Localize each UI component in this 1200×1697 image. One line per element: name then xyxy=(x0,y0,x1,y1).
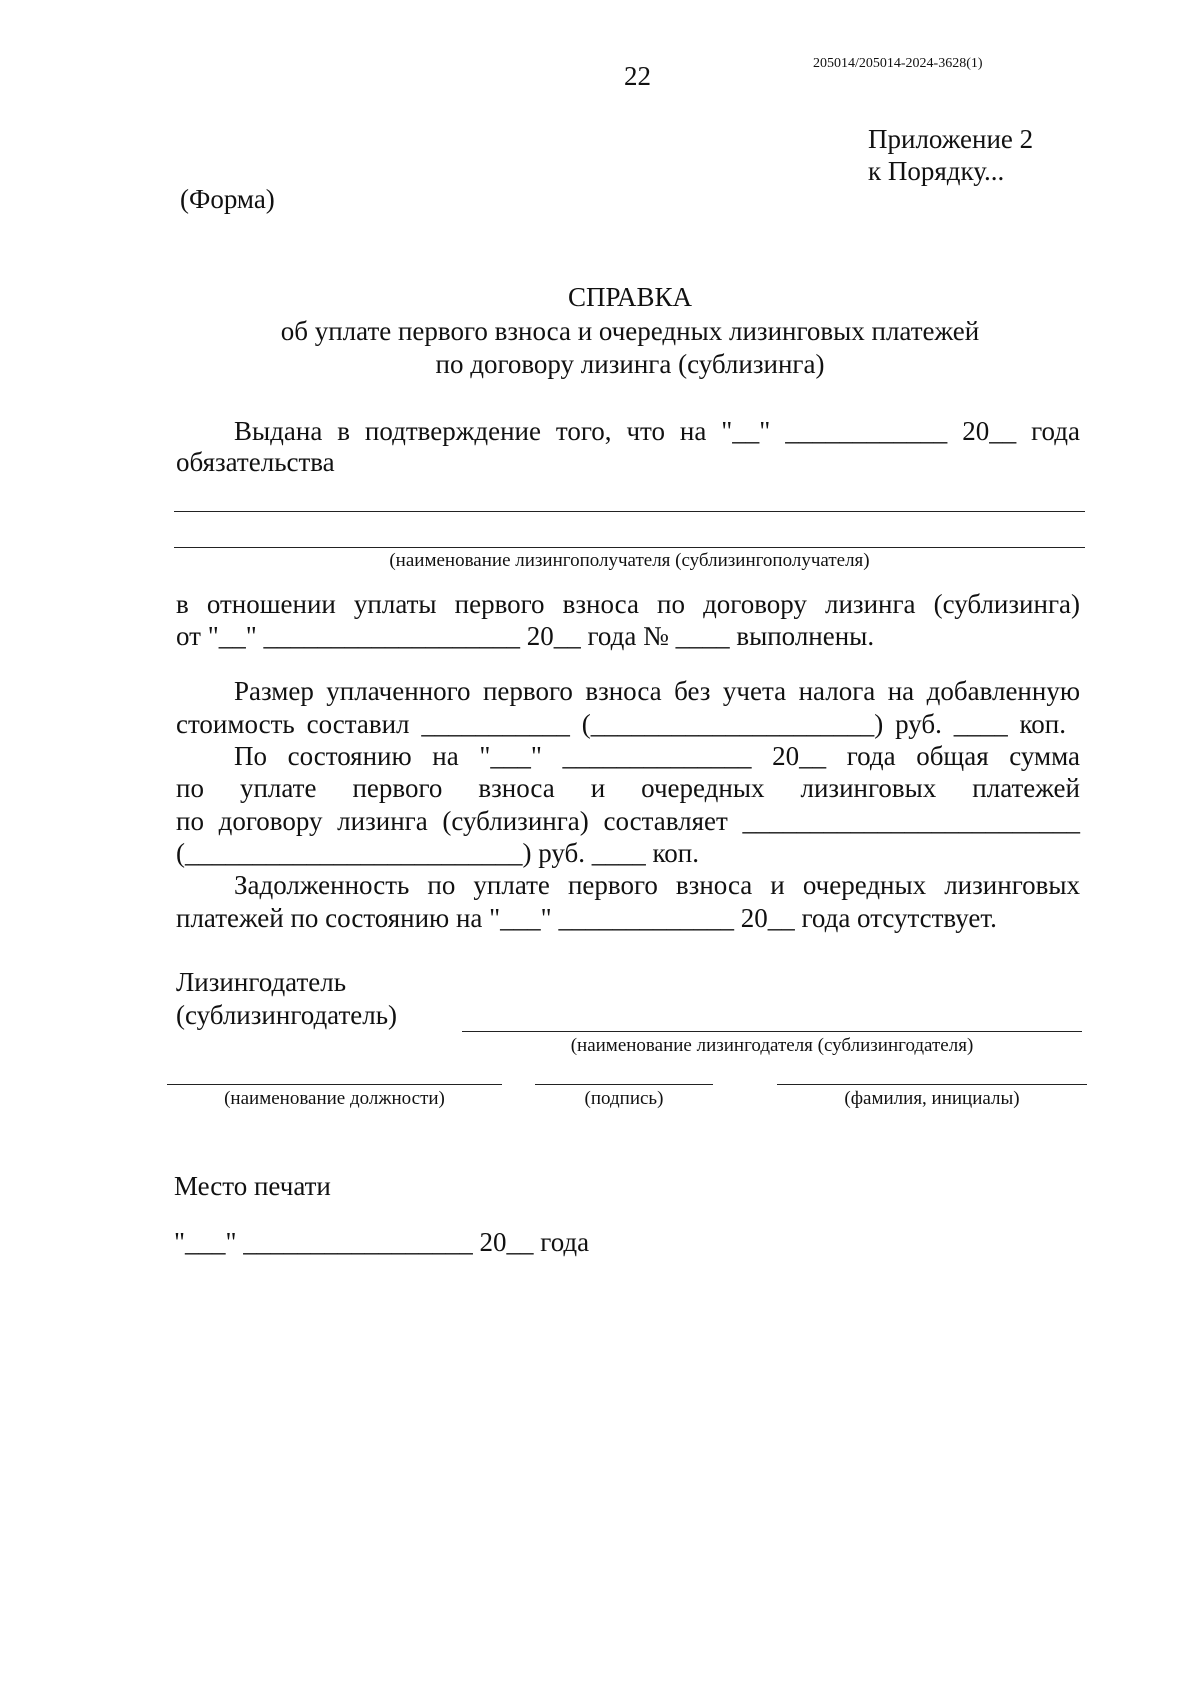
signature-line xyxy=(535,1084,713,1085)
full-name-caption: (фамилия, инициалы) xyxy=(844,1088,1020,1109)
appendix-label: Приложение 2 xyxy=(868,124,1034,154)
total-amount-description: по уплате первого взноса и очередных лизинговых платежей xyxy=(176,773,1080,803)
form-label: (Форма) xyxy=(180,184,275,214)
total-amount-date-line: По состоянию на "___" ______________ 20__ года общая сумма xyxy=(234,741,1080,771)
total-amount-value: (_________________________) руб. ____ коп. xyxy=(176,838,699,868)
contract-date-line: от "__" ___________________ 20__ года № ____ выполнены. xyxy=(176,621,875,651)
debt-statement-line: Задолженность по уплате первого взноса и очередных лизинговых xyxy=(234,870,1080,900)
issued-statement-line: Выдана в подтверждение того, что на "__" ____________ 20__ года xyxy=(234,416,1080,446)
lessee-name-line-1 xyxy=(174,511,1085,512)
issue-date-line: "___" _________________ 20__ года xyxy=(174,1227,590,1257)
document-code: 205014/205014-2024-3628(1) xyxy=(813,56,983,71)
signature-caption: (подпись) xyxy=(584,1088,664,1109)
lessee-name-line-2 xyxy=(174,547,1085,548)
first-payment-line: в отношении уплаты первого взноса по договору лизинга (сублизинга) xyxy=(176,589,1080,619)
lessor-name-caption: (наименование лизингодателя (сублизингодателя) xyxy=(570,1035,974,1056)
lessee-name-caption: (наименование лизингополучателя (сублизингополучателя) xyxy=(389,550,870,571)
stamp-place-label: Место печати xyxy=(174,1171,331,1201)
full-name-line xyxy=(777,1084,1087,1085)
position-caption: (наименование должности) xyxy=(224,1088,445,1109)
first-payment-amount-value: стоимость составил ___________ (_____________________) руб. ____ коп. xyxy=(176,709,1066,739)
page-number: 22 xyxy=(624,61,651,91)
position-line xyxy=(167,1084,502,1085)
obligations-label: обязательства xyxy=(176,447,335,477)
lessor-name-line xyxy=(462,1031,1082,1032)
document-title: СПРАВКА xyxy=(567,282,693,312)
sublessor-label: (сублизингодатель) xyxy=(176,1000,398,1030)
document-subtitle: об уплате первого взноса и очередных лизинговых платежей xyxy=(280,316,980,346)
lessor-label: Лизингодатель xyxy=(176,967,347,997)
appendix-reference: к Порядку... xyxy=(868,156,1005,186)
document-subtitle-2: по договору лизинга (сублизинга) xyxy=(435,349,825,379)
debt-statement-date-line: платежей по состоянию на "___" _____________ 20__ года отсутствует. xyxy=(176,903,997,933)
total-amount-line: по договору лизинга (сублизинга) составляет _________________________ xyxy=(176,806,1080,836)
first-payment-amount-line: Размер уплаченного первого взноса без учета налога на добавленную xyxy=(234,676,1080,706)
